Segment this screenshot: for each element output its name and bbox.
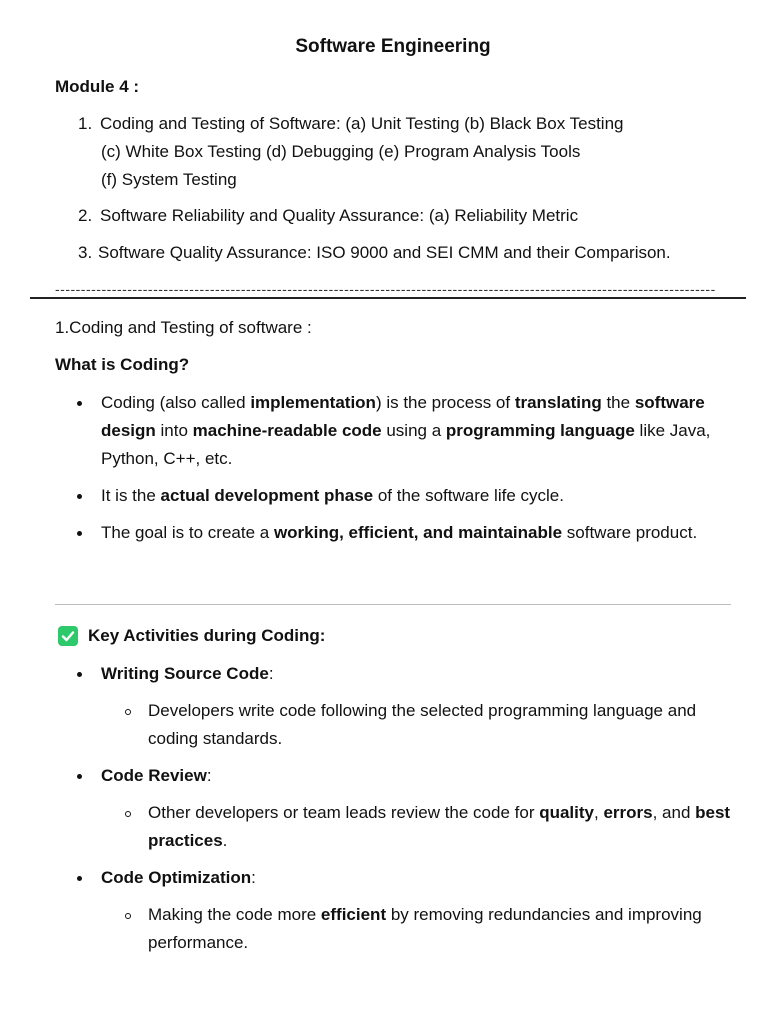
list-item: Coding (also called implementation) is the process of translating the software design into machine-readable code using a programming language like Java, Python, C++, etc. [55,389,735,473]
outline-number: 3. [78,243,93,262]
dashed-divider: -------------------------------------------------------------------------------------------------------------------------------- [55,281,716,297]
check-box-icon [58,626,78,646]
bullet-dot-icon [77,401,82,406]
outline-item-1 [78,110,748,194]
outline-line: Software Reliability and Quality Assurance: (a) Reliability Metric [100,206,579,225]
bullet-dot-icon [77,494,82,499]
bullet-dot-icon [77,672,82,677]
outline-line: Software Quality Assurance: ISO 9000 and SEI CMM and their Comparison. [98,243,671,262]
activity-detail: Other developers or team leads review the code for quality, errors, and best practices. [55,799,745,855]
hollow-bullet-icon [125,913,131,919]
outline-item-2 [78,202,748,230]
outline-number: 2. [78,206,93,225]
key-activities-heading [58,626,325,646]
hollow-bullet-icon [125,811,131,817]
outline-line: Coding and Testing of Software: (a) Unit Testing (b) Black Box Testing [100,114,624,133]
activity-title: Code Optimization: [55,864,745,892]
coding-bullet-list [55,389,735,556]
outline-item-3 [78,239,748,267]
activity-code-optimization [55,864,745,957]
activity-title: Writing Source Code: [55,660,745,688]
activity-detail: Making the code more efficient by removing redundancies and improving performance. [55,901,745,957]
section-title: 1.Coding and Testing of software : [55,318,312,337]
activity-writing-source-code [55,660,745,753]
activity-detail: Developers write code following the selected programming language and coding standards. [55,697,745,753]
document-title: Software Engineering [295,36,491,57]
solid-divider [30,297,746,299]
bullet-dot-icon [77,531,82,536]
key-activities-label: Key Activities during Coding: [88,626,326,645]
bullet-dot-icon [77,876,82,881]
list-item: The goal is to create a working, efficient, and maintainable software product. [55,519,735,547]
outline-line: (c) White Box Testing (d) Debugging (e) Program Analysis Tools [101,142,581,161]
what-is-coding-heading: What is Coding? [55,355,190,374]
outline-line: (f) System Testing [101,170,237,189]
section-divider [55,604,731,605]
hollow-bullet-icon [125,709,131,715]
activity-code-review [55,762,745,855]
outline-number: 1. [78,114,93,133]
list-item: It is the actual development phase of the software life cycle. [55,482,735,510]
bullet-dot-icon [77,774,82,779]
activity-title: Code Review: [55,762,745,790]
module-heading: Module 4 : [55,77,140,96]
